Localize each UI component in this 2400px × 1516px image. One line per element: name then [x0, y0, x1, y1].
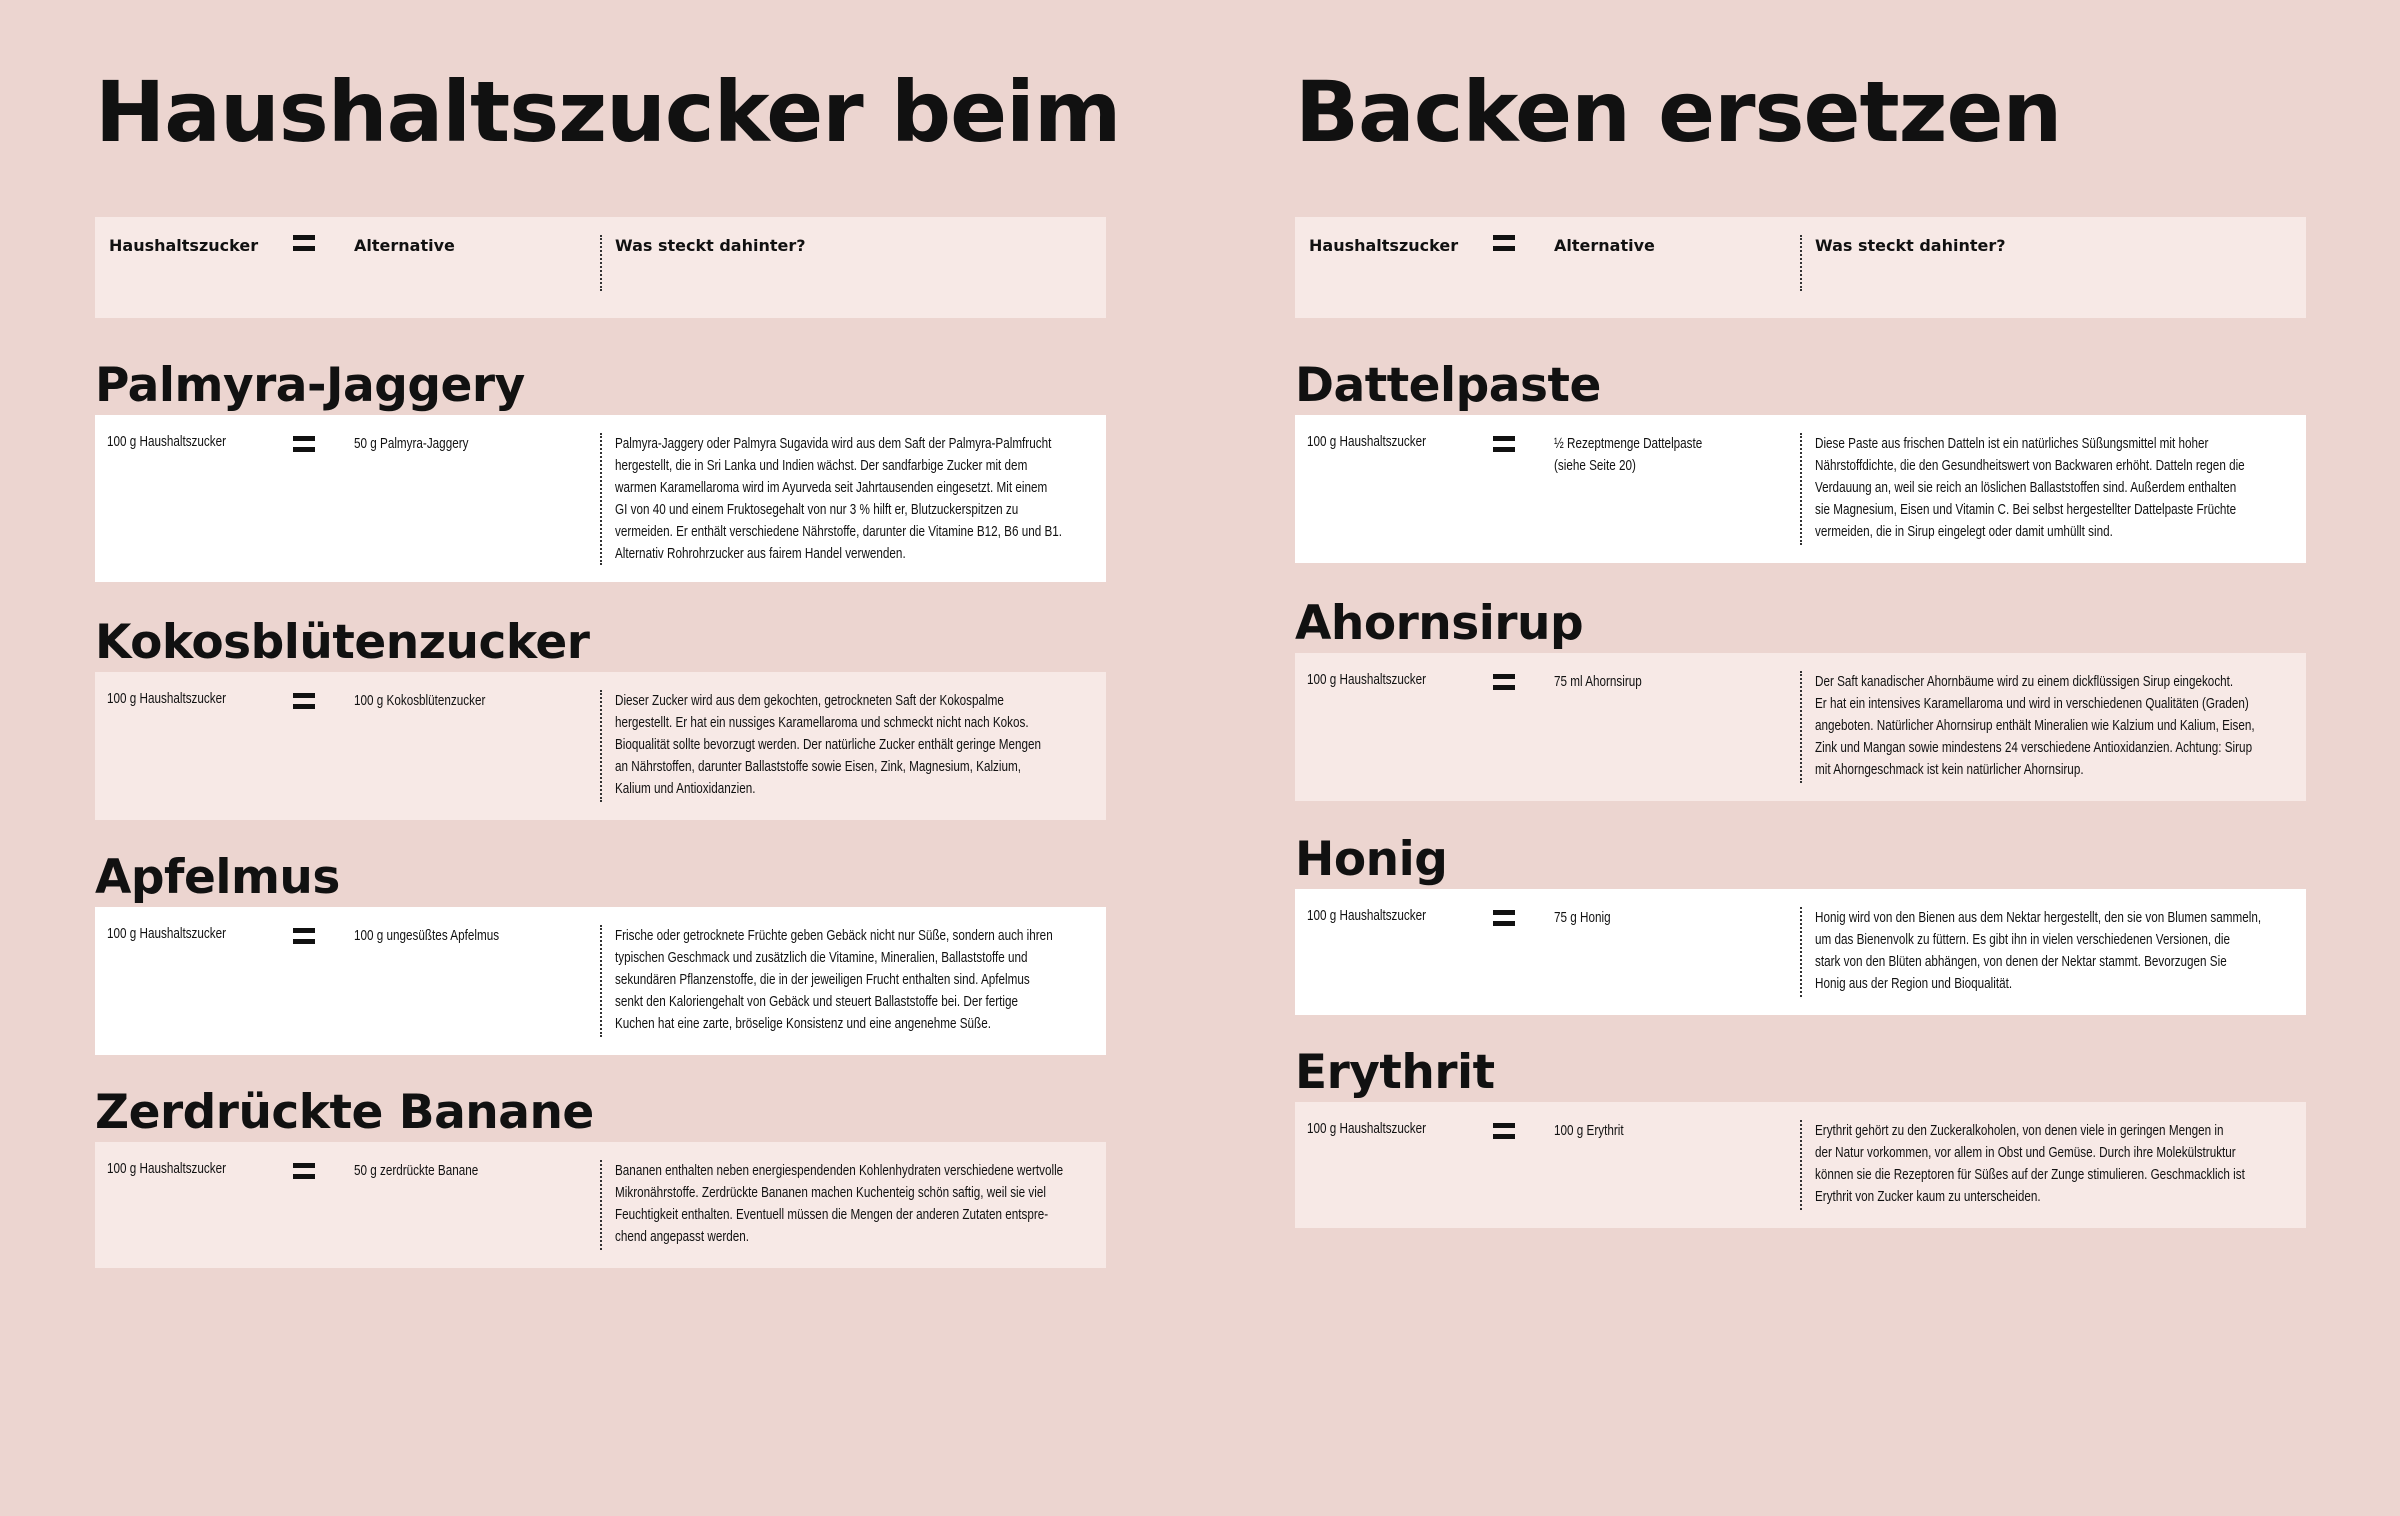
description-line: Verdauung an, weil sie reich an löslichen Ballaststoffen sind. Außerdem enthalten: [1815, 479, 2237, 496]
description-line: GI von 40 und einem Fruktosegehalt von nur 3 % hilft er, Blutzuckerspitzen zu: [615, 501, 1019, 518]
description-line: Palmyra-Jaggery oder Palmyra Sugavida wird aus dem Saft der Palmyra-Palmfrucht: [615, 435, 1052, 452]
table-row: [95, 1142, 1106, 1268]
alternative-amount: 50 g Palmyra-Jaggery: [354, 435, 469, 452]
table-row: [1295, 653, 2306, 801]
section-apfelmus: [95, 849, 1106, 1055]
description-line: senkt den Kaloriengehalt von Gebäck und steuert Ballaststoffe bei. Der fertige: [615, 993, 1019, 1010]
dotted-divider: [600, 235, 602, 291]
section-title: Honig: [1295, 832, 1448, 887]
description-line: können sie die Rezeptoren für Süßes auf der Zunge stimulieren. Geschmacklich ist: [1815, 1166, 2245, 1183]
equals-icon: [1493, 235, 1515, 251]
description: [615, 433, 1075, 565]
equals-icon: [1493, 1123, 1515, 1139]
description-line: Honig aus der Region und Bioqualität.: [1815, 975, 2013, 992]
section-zerdrueckte-banane: [95, 1084, 1106, 1268]
alternative-amount: 50 g zerdrückte Banane: [354, 1162, 479, 1179]
table-header-right: [1295, 217, 2306, 318]
equals-icon: [1493, 674, 1515, 690]
description-line: mit Ahorngeschmack ist kein natürlicher Ahornsirup.: [1815, 761, 2084, 778]
description-line: angeboten. Natürlicher Ahornsirup enthält Mineralien wie Kalzium und Kalium, Eisen,: [1815, 717, 2255, 734]
description-line: Kuchen hat eine zarte, bröselige Konsistenz und eine angenehme Süße.: [615, 1015, 991, 1032]
alternative-amount: 75 g Honig: [1554, 909, 1611, 926]
table-row: [95, 415, 1106, 582]
equals-icon: [1493, 910, 1515, 926]
equals-icon: [293, 693, 315, 709]
section-dattelpaste: [1295, 357, 2306, 563]
equals-icon: [1493, 436, 1515, 452]
page-title-left: Haushaltszucker beim: [95, 63, 1121, 161]
table-header-left: [95, 217, 1106, 318]
description-line: Zink und Mangan sowie mindestens 24 verschiedene Antioxidanzien. Achtung: Sirup: [1815, 739, 2253, 756]
section-honig: [1295, 831, 2306, 1015]
section-title: Erythrit: [1295, 1045, 1495, 1100]
section-kokosbluetenzucker: [95, 614, 1106, 820]
header-col-alternative: Alternative: [354, 236, 455, 255]
description: [1815, 433, 2275, 543]
section-ahornsirup: [1295, 595, 2306, 801]
section-title: Kokosblütenzucker: [95, 615, 590, 670]
sugar-amount: 100 g Haushaltszucker: [1307, 671, 1427, 688]
description-line: warmen Karamellaroma wird im Ayurveda seit Jahrtausenden eingesetzt. Mit einem: [615, 479, 1048, 496]
description-line: stark von den Blüten abhängen, von denen der Nektar stammt. Bevorzugen Sie: [1815, 953, 2227, 970]
sugar-amount: 100 g Haushaltszucker: [107, 925, 227, 942]
description-line: sekundären Pflanzenstoffe, die in der jeweiligen Frucht enthalten sind. Apfelmus: [615, 971, 1030, 988]
sugar-amount: 100 g Haushaltszucker: [1307, 433, 1427, 450]
dotted-divider: [1800, 433, 1802, 545]
description-line: Feuchtigkeit enthalten. Eventuell müssen die Mengen der anderen Zutaten entspre-: [615, 1206, 1049, 1223]
header-col-sugar: Haushaltszucker: [1309, 236, 1459, 255]
description-line: typischen Geschmack und zusätzlich die Vitamine, Mineralien, Ballaststoffe und: [615, 949, 1028, 966]
section-erythrit: [1295, 1044, 2306, 1228]
description-line: vermeiden, die in Sirup eingelegt oder damit umhüllt sind.: [1815, 523, 2113, 540]
description: [615, 925, 1075, 1035]
alternative-amount: ½ Rezeptmenge Dattelpaste (siehe Seite 20): [1554, 435, 1703, 474]
description-line: Bioqualität sollte bevorzugt werden. Der natürliche Zucker enthält geringe Mengen: [615, 736, 1042, 753]
description-line: Er hat ein intensives Karamellaroma und wird in verschiedenen Qualitäten (Graden): [1815, 695, 2249, 712]
description: [615, 690, 1075, 800]
description-line: Der Saft kanadischer Ahornbäume wird zu einem dickflüssigen Sirup eingekocht.: [1815, 673, 2234, 690]
alternative-amount: 100 g ungesüßtes Apfelmus: [354, 927, 500, 944]
dotted-divider: [1800, 1120, 1802, 1210]
description-line: um das Bienenvolk zu füttern. Es gibt ihn in vielen verschiedenen Versionen, die: [1815, 931, 2230, 948]
description-line: Bananen enthalten neben energiespendenden Kohlenhydraten verschiedene wertvolle: [615, 1162, 1064, 1179]
dotted-divider: [1800, 235, 1802, 291]
description: [1815, 907, 2275, 995]
description-line: Alternativ Rohrohrzucker aus fairem Handel verwenden.: [615, 545, 906, 562]
section-title: Dattelpaste: [1295, 358, 1601, 413]
description-line: sie Magnesium, Eisen und Vitamin C. Bei selbst hergestellter Dattelpaste Früchte: [1815, 501, 2237, 518]
description-line: hergestellt, die in Sri Lanka und Indien wächst. Der sandfarbige Zucker mit dem: [615, 457, 1028, 474]
description-line: Honig wird von den Bienen aus dem Nektar hergestellt, den sie von Blumen sammeln,: [1815, 909, 2262, 926]
description-line: vermeiden. Er enthält verschiedene Nährstoffe, darunter die Vitamine B12, B6 und B1.: [615, 523, 1063, 540]
description-line: Erythrit von Zucker kaum zu unterscheiden.: [1815, 1188, 2041, 1205]
equals-icon: [293, 928, 315, 944]
description-line: Frische oder getrocknete Früchte geben Gebäck nicht nur Süße, sondern auch ihren: [615, 927, 1053, 944]
description-line: Mikronährstoffe. Zerdrückte Bananen machen Kuchenteig schön saftig, weil sie viel: [615, 1184, 1046, 1201]
section-title: Palmyra-Jaggery: [95, 358, 525, 413]
dotted-divider: [600, 690, 602, 802]
section-title: Apfelmus: [95, 850, 340, 905]
sugar-amount: 100 g Haushaltszucker: [107, 433, 227, 450]
dotted-divider: [600, 433, 602, 565]
dotted-divider: [1800, 671, 1802, 783]
sugar-amount: 100 g Haushaltszucker: [107, 690, 227, 707]
dotted-divider: [600, 1160, 602, 1250]
description: [1815, 671, 2275, 781]
description-line: an Nährstoffen, darunter Ballaststoffe sowie Eisen, Zink, Magnesium, Kalzium,: [615, 758, 1022, 775]
description-line: Nährstoffdichte, die den Gesundheitswert von Backwaren erhöht. Datteln regen die: [1815, 457, 2245, 474]
alternative-amount: 100 g Kokosblütenzucker: [354, 692, 486, 709]
equals-icon: [293, 1163, 315, 1179]
section-palmyra-jaggery: [95, 357, 1106, 582]
dotted-divider: [1800, 907, 1802, 997]
equals-icon: [293, 436, 315, 452]
table-row: [95, 672, 1106, 820]
header-col-description: Was steckt dahinter?: [615, 236, 806, 255]
dotted-divider: [600, 925, 602, 1037]
table-row: [95, 907, 1106, 1055]
description-line: Diese Paste aus frischen Datteln ist ein natürliches Süßungsmittel mit hoher: [1815, 435, 2209, 452]
section-title: Zerdrückte Banane: [95, 1085, 594, 1140]
table-row: [1295, 1102, 2306, 1228]
description: [1815, 1120, 2275, 1208]
description: [615, 1160, 1075, 1248]
description-line: hergestellt. Er hat ein nussiges Karamellaroma und schmeckt nicht nach Kokos.: [615, 714, 1029, 731]
table-row: [1295, 415, 2306, 563]
table-row: [1295, 889, 2306, 1015]
alternative-amount: 100 g Erythrit: [1554, 1122, 1624, 1139]
description-line: Dieser Zucker wird aus dem gekochten, getrockneten Saft der Kokospalme: [615, 692, 1004, 709]
description-line: Erythrit gehört zu den Zuckeralkoholen, von denen viele in geringen Mengen in: [1815, 1122, 2224, 1139]
header-col-description: Was steckt dahinter?: [1815, 236, 2006, 255]
description-line: Kalium und Antioxidanzien.: [615, 780, 756, 797]
page-title-right: Backen ersetzen: [1295, 63, 2062, 161]
section-title: Ahornsirup: [1295, 596, 1584, 651]
sugar-amount: 100 g Haushaltszucker: [1307, 1120, 1427, 1137]
alternative-amount: 75 ml Ahornsirup: [1554, 673, 1642, 690]
header-col-alternative: Alternative: [1554, 236, 1655, 255]
description-line: der Natur vorkommen, vor allem in Obst und Gemüse. Durch ihre Molekülstruktur: [1815, 1144, 2236, 1161]
equals-icon: [293, 235, 315, 251]
header-col-sugar: Haushaltszucker: [109, 236, 259, 255]
sugar-amount: 100 g Haushaltszucker: [107, 1160, 227, 1177]
sugar-amount: 100 g Haushaltszucker: [1307, 907, 1427, 924]
description-line: chend angepasst werden.: [615, 1228, 750, 1245]
